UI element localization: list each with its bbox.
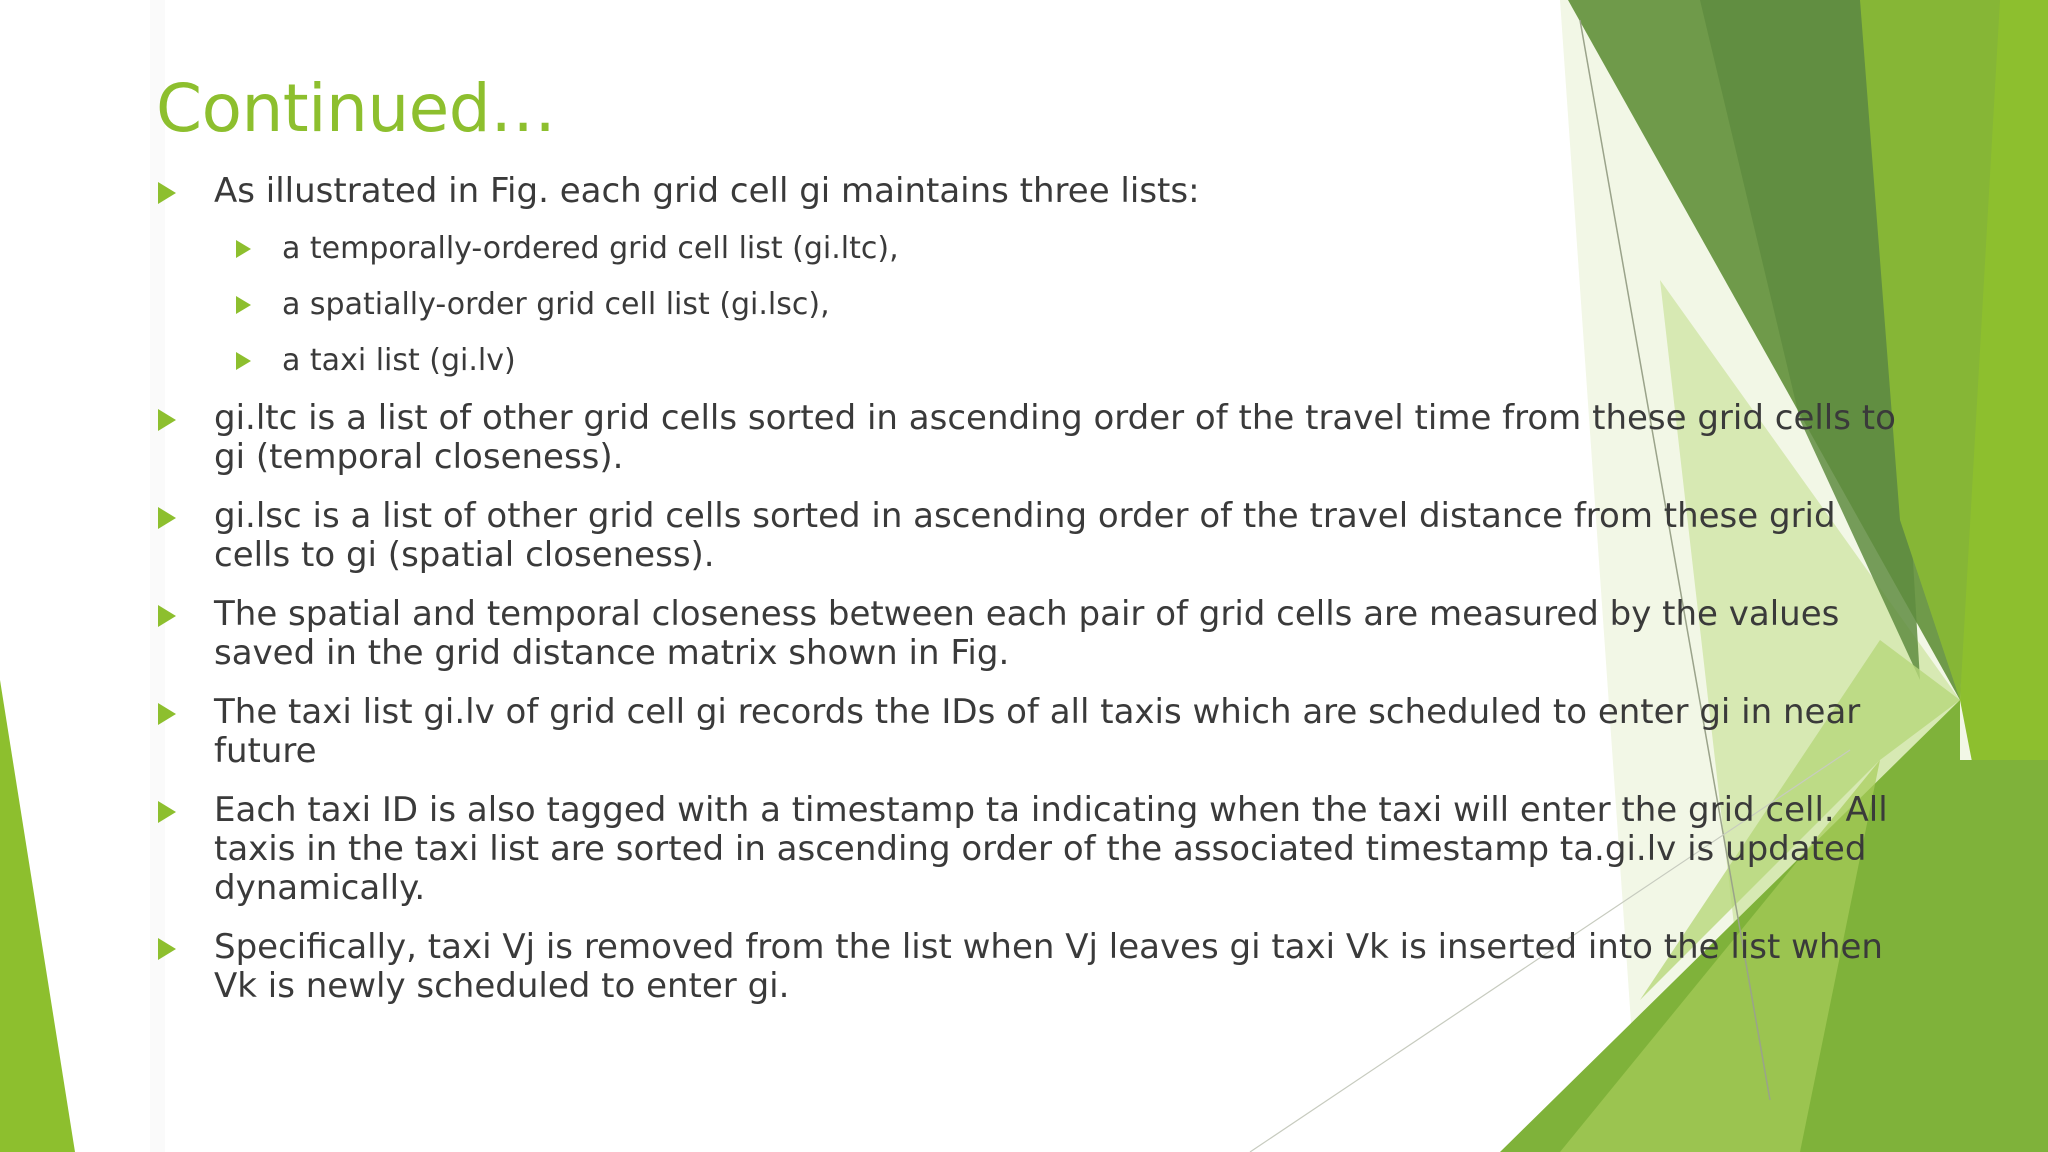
triangle-right-icon (158, 182, 176, 204)
sub-bullet-text: a temporally-ordered grid cell list (gi.ltc), (282, 231, 899, 266)
triangle-right-icon (236, 352, 251, 370)
sub-bullet-text: a taxi list (gi.lv) (282, 343, 516, 378)
triangle-right-icon (158, 605, 176, 627)
bullet-item (158, 693, 1898, 771)
triangle-right-icon (236, 296, 251, 314)
left-edge-stripe (0, 680, 75, 1152)
bullet-item (158, 595, 1898, 673)
bullet-text: The taxi list gi.lv of grid cell gi records the IDs of all taxis which are scheduled to enter gi in near future (214, 692, 1861, 771)
bullet-text: gi.ltc is a list of other grid cells sorted in ascending order of the travel time from these grid cells to gi (temporal closeness). (214, 398, 1896, 477)
slide-title: Continued… (156, 70, 556, 147)
triangle-right-icon (158, 507, 176, 529)
triangle-right-icon (158, 801, 176, 823)
bullet-item (158, 172, 1898, 211)
bullet-item (158, 791, 1898, 908)
bullet-item (158, 928, 1898, 1006)
bullet-text: gi.lsc is a list of other grid cells sorted in ascending order of the travel distance from these grid cells to gi (spatial closeness). (214, 496, 1836, 575)
sub-bullet-item (158, 231, 1898, 267)
triangle-right-icon (158, 409, 176, 431)
sub-bullet-item (158, 343, 1898, 379)
triangle-right-icon (158, 703, 176, 725)
bullet-item (158, 497, 1898, 575)
slide-body (158, 172, 1898, 1026)
bullet-text: Specifically, taxi Vj is removed from the list when Vj leaves gi taxi Vk is inserted into the list when Vk is newly scheduled to enter gi. (214, 927, 1883, 1006)
bullet-text: As illustrated in Fig. each grid cell gi maintains three lists: (214, 171, 1200, 211)
bullet-item (158, 399, 1898, 477)
sub-bullet-item (158, 287, 1898, 323)
triangle-right-icon (236, 240, 251, 258)
sub-bullet-text: a spatially-order grid cell list (gi.lsc), (282, 287, 830, 322)
bullet-text: The spatial and temporal closeness between each pair of grid cells are measured by the values saved in the grid distance matrix shown in Fig. (214, 594, 1840, 673)
sub-bullet-list (158, 231, 1898, 379)
triangle-right-icon (158, 938, 176, 960)
bullet-text: Each taxi ID is also tagged with a timestamp ta indicating when the taxi will enter the grid cell. All taxis in the taxi list are sorted in ascending order of the associated timestamp ta.gi.lv is updated dynamically. (214, 790, 1888, 908)
